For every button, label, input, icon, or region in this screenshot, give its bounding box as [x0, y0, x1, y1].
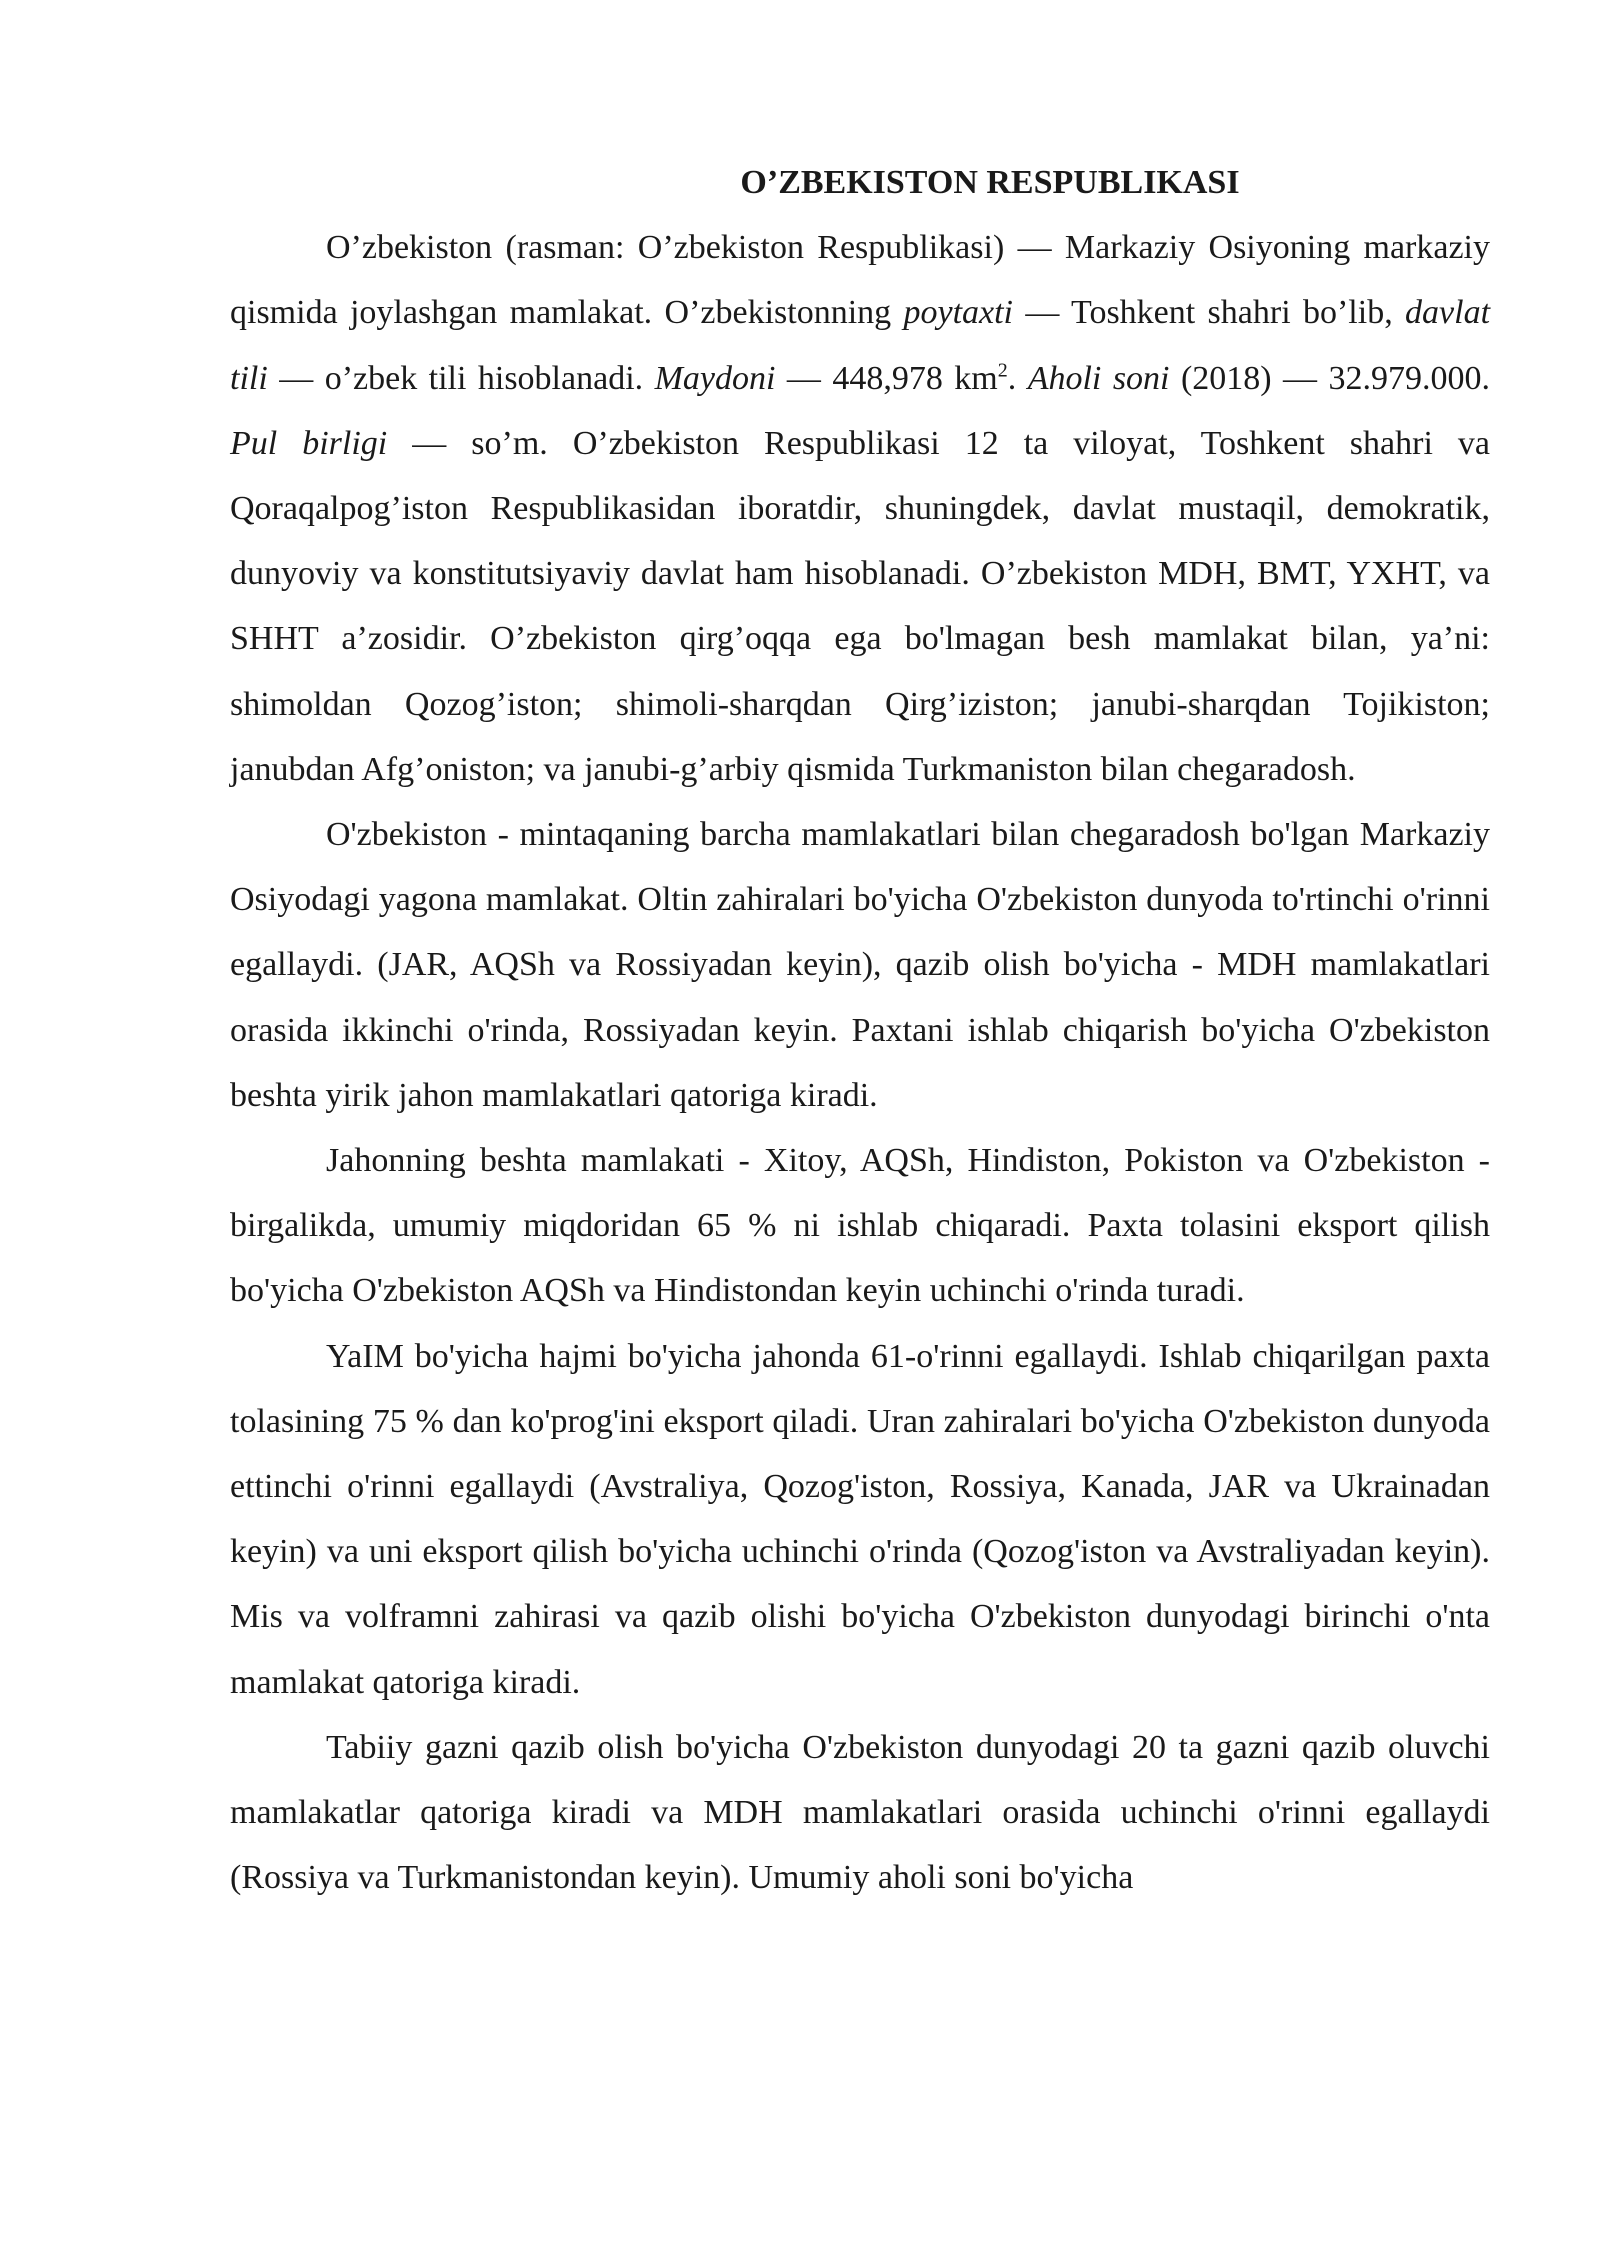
superscript-2: 2: [997, 359, 1008, 382]
paragraph-1-text-7: — so’m. O’zbekiston Respublikasi 12 ta viloyat, Toshkent shahri va Qoraqalpog’iston Respublikasidan iboratdir, shuningdek, davlat mustaqil, demokratik, dunyoviy va konstitutsiyaviy davlat ham hisoblanadi. O’zbekiston MDH, BMT, YXHT, va SHHT a’zosidir. O’zbekiston qirg’oqqa ega bo'lmagan besh mamlakat bilan, ya’ni: shimoldan Qozog’iston; shimoli-sharqdan Qirg’iziston; janubi-sharqdan Tojikiston; janubdan Afg’oniston; va janubi-g’arbiy qismida Turkmaniston bilan chegaradosh.: [230, 424, 1491, 788]
paragraph-1: [230, 215, 1490, 802]
paragraph-1-text-4: — 448,978 km: [775, 359, 998, 397]
paragraph-5: Tabiiy gazni qazib olish bo'yicha O'zbekiston dunyodagi 20 ta gazni qazib oluvchi mamlakatlar qatoriga kiradi va MDH mamlakatlari orasida uchinchi o'rinni egallaydi (Rossiya va Turkmanistondan keyin). Umumiy aholi soni bo'yicha: [230, 1728, 1490, 1897]
term-maydoni: Maydoni: [654, 359, 776, 397]
paragraph-1-text-1: O’zbekiston (rasman: O’zbekiston Respublikasi) — Markaziy Osiyoning markaziy qismida joylashgan mamlakat. O’zbekistonning: [230, 229, 1490, 332]
document-page: [230, 150, 1490, 1910]
term-poytaxti: poytaxti: [903, 294, 1014, 332]
paragraph-2: O'zbekiston - mintaqaning barcha mamlakatlari bilan chegaradosh bo'lgan Markaziy Osiyodagi yagona mamlakat. Oltin zahiralari bo'yicha O'zbekiston dunyoda to'rtinchi o'rinni egallaydi. (JAR, AQSh va Rossiyadan keyin), qazib olish bo'yicha - MDH mamlakatlari orasida ikkinchi o'rinda, Rossiyadan keyin. Paxtani ishlab chiqarish bo'yicha O'zbekiston beshta yirik jahon mamlakatlari qatoriga kiradi.: [230, 816, 1490, 1114]
paragraph-1-text-3: — o’zbek tili hisoblanadi.: [267, 359, 655, 397]
paragraph-4: YaIM bo'yicha hajmi bo'yicha jahonda 61-o'rinni egallaydi. Ishlab chiqarilgan paxta tolasining 75 % dan ko'prog'ini eksport qiladi. Uran zahiralari bo'yicha O'zbekiston dunyoda ettinchi o'rinni egallaydi (Avstraliya, Qozog'iston, Rossiya, Kanada, JAR va Ukrainadan keyin) va uni eksport qilish bo'yicha uchinchi o'rinda (Qozog'iston va Avstraliyadan keyin). Mis va volframni zahirasi va qazib olishi bo'yicha O'zbekiston dunyodagi birinchi o'nta mamlakat qatoriga kiradi.: [230, 1337, 1490, 1701]
paragraph-3: Jahonning beshta mamlakati - Xitoy, AQSh, Hindiston, Pokiston va O'zbekiston - birgalikda, umumiy miqdoridan 65 % ni ishlab chiqaradi. Paxta tolasini eksport qilish bo'yicha O'zbekiston AQSh va Hindistondan keyin uchinchi o'rinda turadi.: [230, 1142, 1490, 1310]
document-title: O’ZBEKISTON RESPUBLIKASI: [740, 164, 1240, 201]
term-davlat-tili: davlat tili: [230, 294, 1491, 397]
term-pul-birligi: Pul birligi: [230, 424, 388, 462]
paragraph-1-text-2: — Toshkent shahri bo’lib,: [1013, 294, 1406, 332]
term-aholi-soni: Aholi soni: [1027, 359, 1170, 397]
paragraph-1-text-6: (2018) — 32.979.000.: [1169, 359, 1490, 397]
paragraph-1-text-5: .: [1007, 359, 1028, 397]
